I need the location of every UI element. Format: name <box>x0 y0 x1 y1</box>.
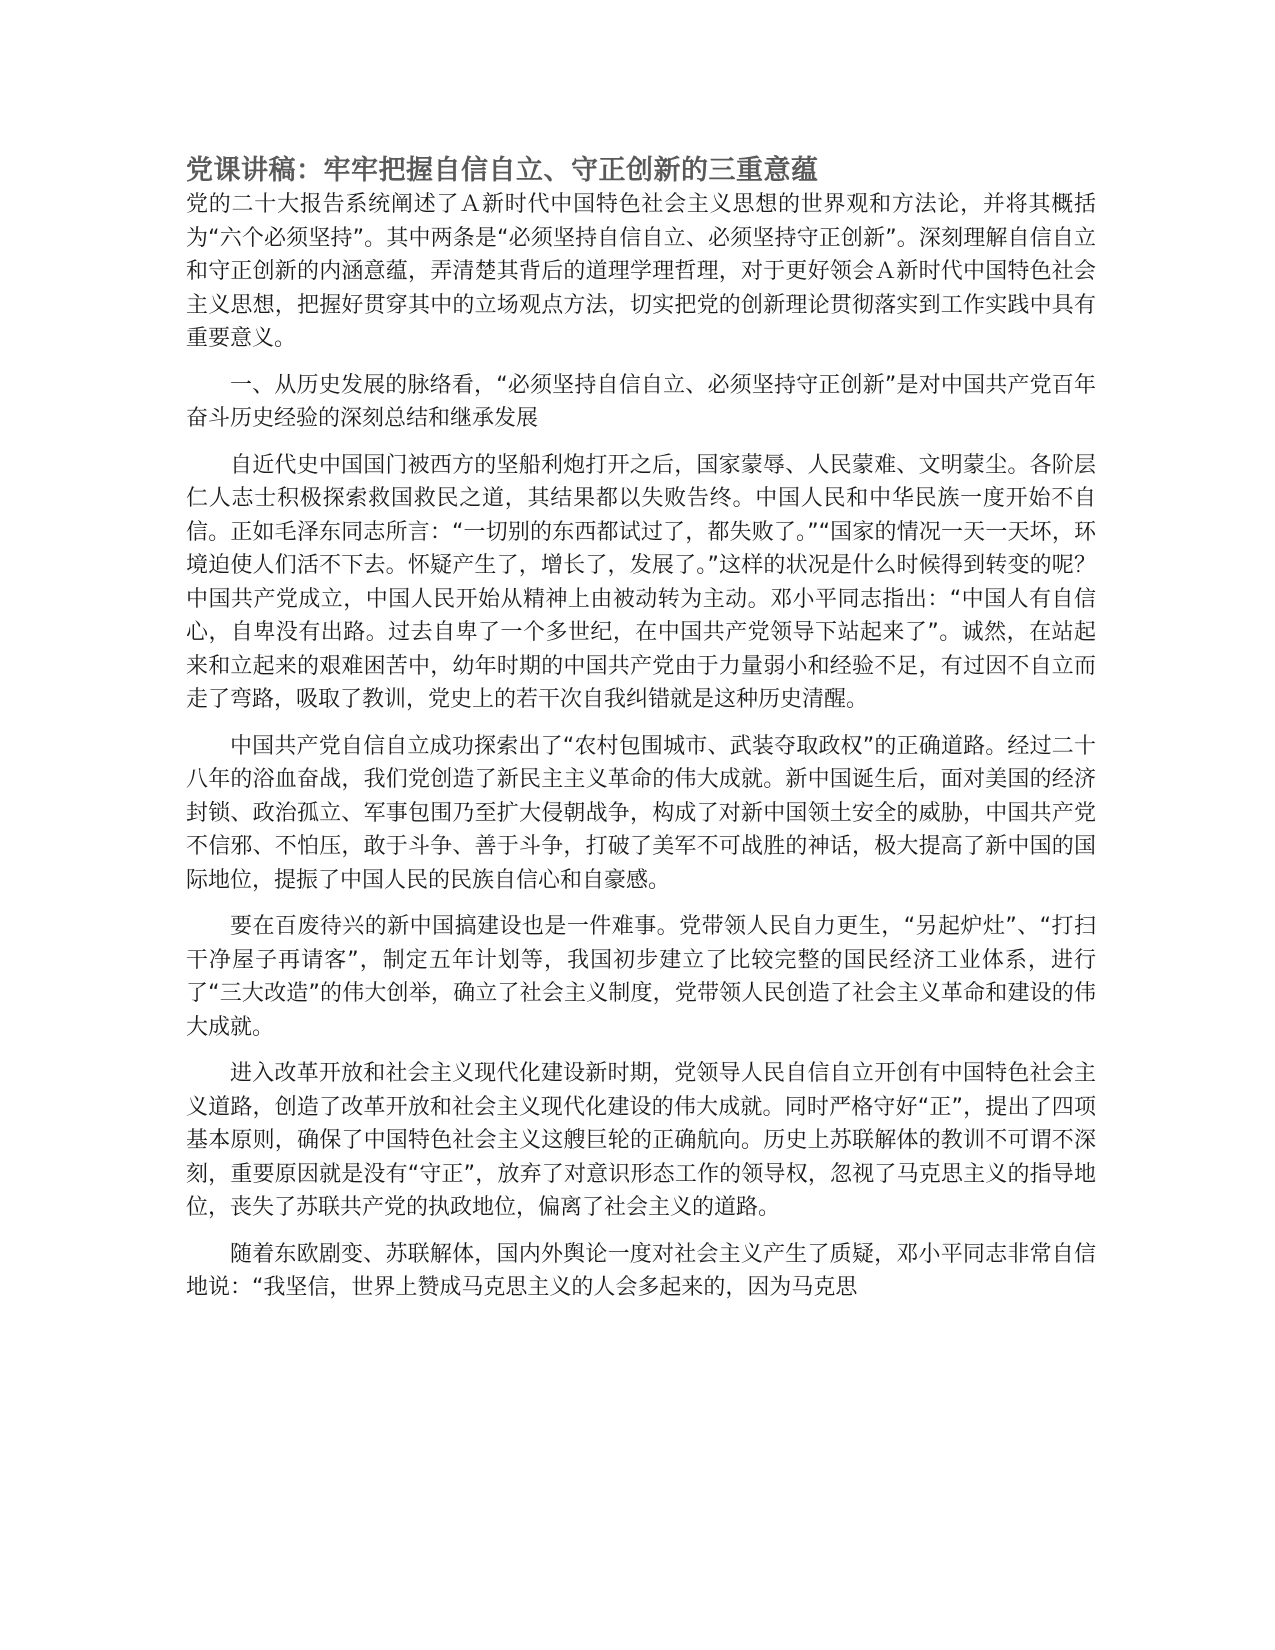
document-page <box>186 154 1096 1318</box>
intro-paragraph: 党的二十大报告系统阐述了Ａ新时代中国特色社会主义思想的世界观和方法论，并将其概括为“六个必须坚持”。其中两条是“必须坚持自信自立、必须坚持守正创新”。深刻理解自信自立和守正创新的内涵意蕴，弄清楚其背后的道理学理哲理，对于更好领会Ａ新时代中国特色社会主义思想，把握好贯穿其中的立场观点方法，切实把党的创新理论贯彻落实到工作实践中具有重要意义。 <box>186 192 1096 351</box>
document-title: 党课讲稿：牢牢把握自信自立、守正创新的三重意蕴 <box>186 155 819 186</box>
section-heading-one: 一、从历史发展的脉络看，“必须坚持自信自立、必须坚持守正创新”是对中国共产党百年奋斗历史经验的深刻总结和继承发展 <box>186 372 1096 431</box>
body-paragraph: 随着东欧剧变、苏联解体，国内外舆论一度对社会主义产生了质疑，邓小平同志非常自信地说：“我坚信，世界上赞成马克思主义的人会多起来的，因为马克思 <box>186 1241 1096 1300</box>
body-paragraph: 进入改革开放和社会主义现代化建设新时期，党领导人民自信自立开创有中国特色社会主义道路，创造了改革开放和社会主义现代化建设的伟大成就。同时严格守好“正”，提出了四项基本原则，确保了中国特色社会主义这艘巨轮的正确航向。历史上苏联解体的教训不可谓不深刻，重要原因就是没有“守正”，放弃了对意识形态工作的领导权，忽视了马克思主义的指导地位，丧失了苏联共产党的执政地位，偏离了社会主义的道路。 <box>186 1061 1096 1220</box>
body-paragraph: 要在百废待兴的新中国搞建设也是一件难事。党带领人民自力更生，“另起炉灶”、“打扫干净屋子再请客”，制定五年计划等，我国初步建立了比较完整的国民经济工业体系，进行了“三大改造”的伟大创举，确立了社会主义制度，党带领人民创造了社会主义革命和建设的伟大成就。 <box>186 914 1096 1040</box>
body-paragraph: 自近代史中国国门被西方的坚船利炮打开之后，国家蒙辱、人民蒙难、文明蒙尘。各阶层仁人志士积极探索救国救民之道，其结果都以失败告终。中国人民和中华民族一度开始不自信。正如毛泽东同志所言：“一切别的东西都试过了，都失败了。”“国家的情况一天一天坏，环境迫使人们活不下去。怀疑产生了，增长了，发展了。”这样的状况是什么时候得到转变的呢？中国共产党成立，中国人民开始从精神上由被动转为主动。邓小平同志指出：“中国人有自信心，自卑没有出路。过去自卑了一个多世纪，在中国共产党领导下站起来了”。诚然，在站起来和立起来的艰难困苦中，幼年时期的中国共产党由于力量弱小和经验不足，有过因不自立而走了弯路，吸取了教训，党史上的若干次自我纠错就是这种历史清醒。 <box>186 452 1096 712</box>
body-paragraph: 中国共产党自信自立成功探索出了“农村包围城市、武装夺取政权”的正确道路。经过二十八年的浴血奋战，我们党创造了新民主主义革命的伟大成就。新中国诞生后，面对美国的经济封锁、政治孤立、军事包围乃至扩大侵朝战争，构成了对新中国领土安全的威胁，中国共产党不信邪、不怕压，敢于斗争、善于斗争，打破了美军不可战胜的神话，极大提高了新中国的国际地位，提振了中国人民的民族自信心和自豪感。 <box>186 733 1096 893</box>
